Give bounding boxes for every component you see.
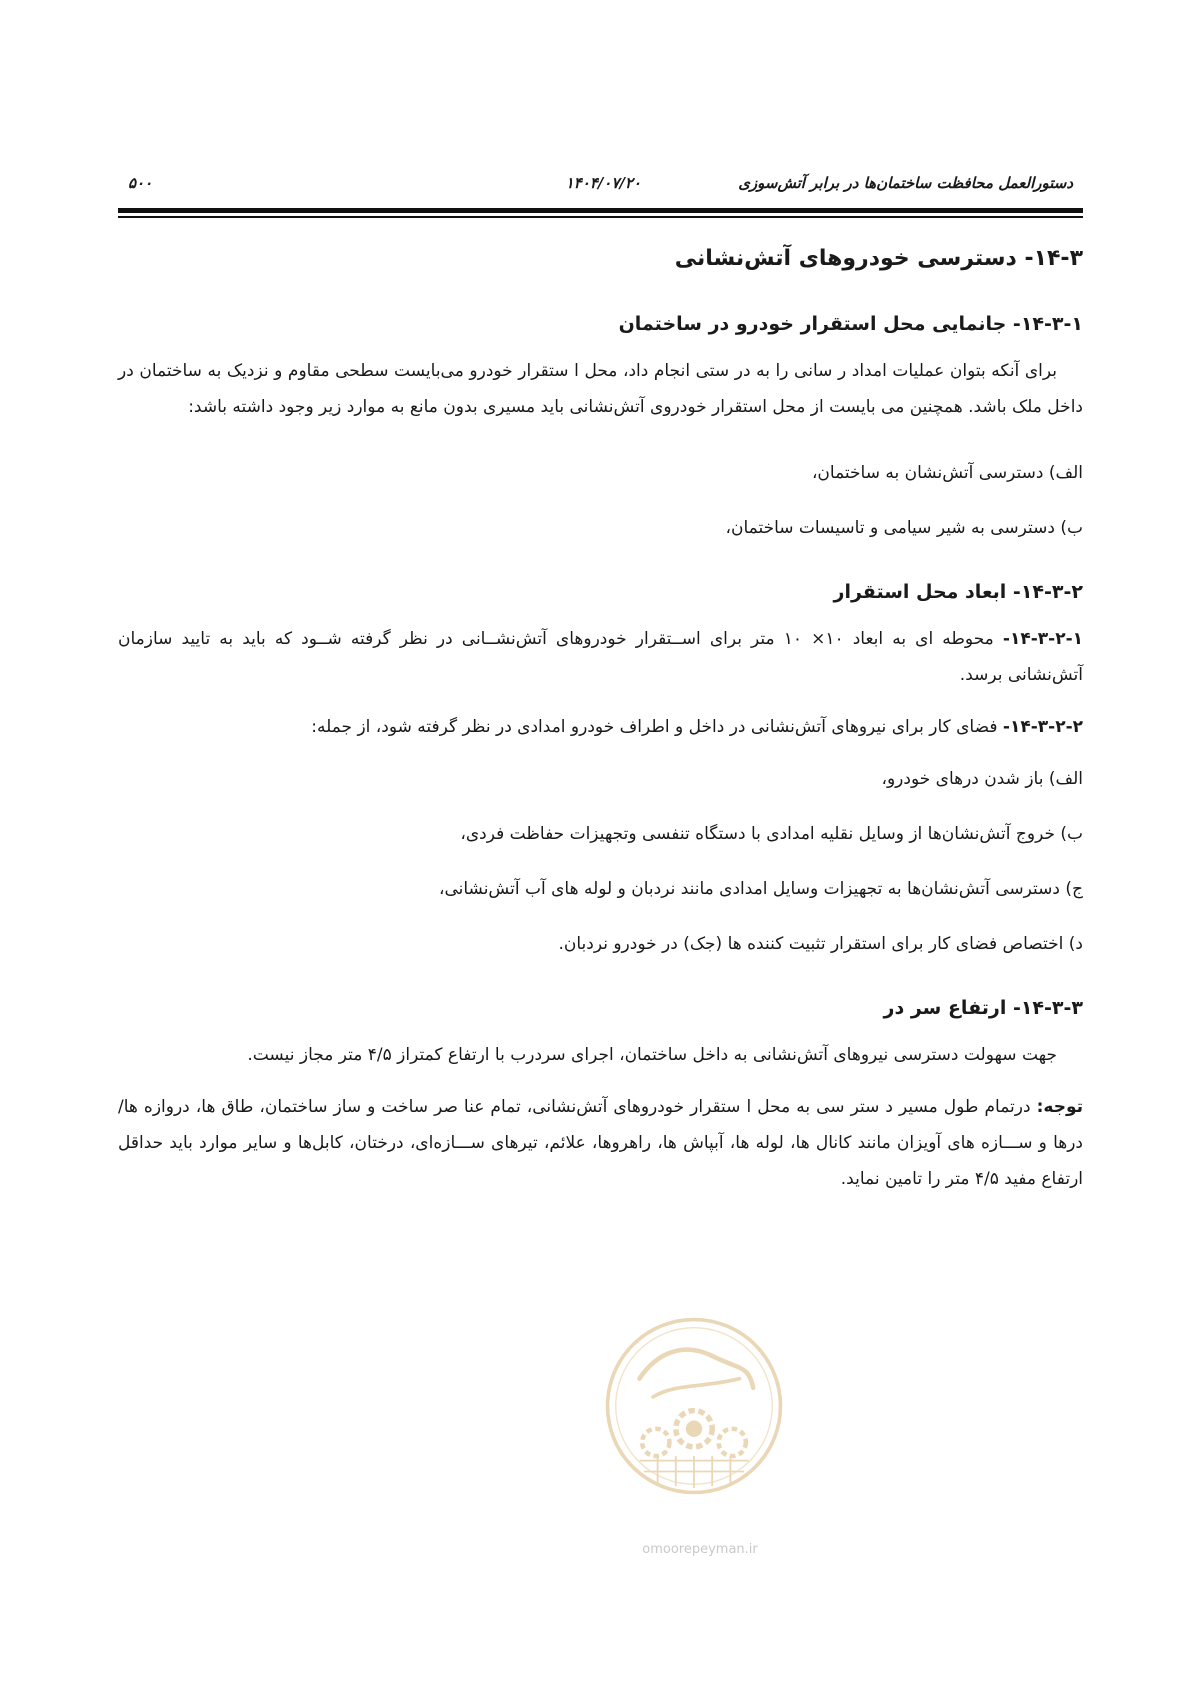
page-number: ۵۰۰ xyxy=(128,174,153,192)
clause-number: ۱۴-۳-۲-۱- xyxy=(1002,629,1083,649)
section-heading: ۱۴-۳- دسترسی خودروهای آتش‌نشانی xyxy=(674,246,1083,271)
header-rule-thick xyxy=(118,208,1083,213)
list-item: د) اختصاص فضای کار برای استقرار تثبیت کننده ها (جک) در خودرو نردبان. xyxy=(558,934,1083,954)
clause-text: محوطه ای به ابعاد ۱۰× ۱۰ متر برای اســتقرار خودروهای آتش‌نشــانی در نظر گرفته شــود که باید به تایید سازمان آتش‌نشانی برسد. xyxy=(118,629,1083,685)
running-header xyxy=(118,170,1083,200)
subsection-3-paragraph: جهت سهولت دسترسی نیروهای آتش‌نشانی به داخل ساختمان، اجرای سردرب با ارتفاع کمتراز ۴/۵ متر مجاز نیست. xyxy=(247,1045,1057,1065)
subsection-1-paragraph: برای آنکه بتوان عملیات امداد ر سانی را به در ستی انجام داد، محل ا ستقرار خودرو می‌بایست سطحی مقاوم و نزدیک به ساختمان در داخل ملک باشد. همچنین می بایست از محل استقرار خودروی آتش‌نشانی باید مسیری بدون مانع به موارد زیر وجود داشته باشد: xyxy=(118,361,1083,417)
list-item: الف) دسترسی آتش‌نشان به ساختمان، xyxy=(811,463,1083,483)
note-paragraph xyxy=(118,1089,1083,1197)
header-date: ۱۴۰۴/۰۷/۲۰ xyxy=(565,174,641,192)
note-label: توجه: xyxy=(1036,1097,1083,1117)
clause-2-2 xyxy=(118,709,1083,745)
clause-2-1 xyxy=(118,621,1083,693)
document-page xyxy=(118,0,1083,1684)
watermark-logo-icon xyxy=(603,1315,785,1497)
list-item: ب) دسترسی به شیر سیامی و تاسیسات ساختمان، xyxy=(725,518,1083,538)
subsection-1-heading: ۱۴-۳-۱- جانمایی محل استقرار خودرو در ساختمان xyxy=(618,313,1083,335)
watermark-site: omoorepeyman.ir xyxy=(642,1542,758,1557)
page-content xyxy=(118,246,1083,1197)
note-text: درتمام طول مسیر د ستر سی به محل ا ستقرار خودروهای آتش‌نشانی، تمام عنا صر ساخت و ساز ساختمان، طاق ها، دروازه ها/ درها و ســـازه های آویزان مانند کانال ها، لوله ها، آبپاش ها، راهروها، علائم، تیرهای ســـازه‌ای، درختان، کابل‌ها و سایر موارد باید حداقل ارتفاع مفید ۴/۵ متر را تامین نماید. xyxy=(118,1097,1083,1189)
list-item: ب) خروج آتش‌نشان‌ها از وسایل نقلیه امدادی با دستگاه تنفسی وتجهیزات حفاظت فردی، xyxy=(460,824,1083,844)
list-item: ج) دسترسی آتش‌نشان‌ها به تجهیزات وسایل امدادی مانند نردبان و لوله های آب آتش‌نشانی، xyxy=(438,879,1083,899)
clause-number: ۱۴-۳-۲-۲- xyxy=(1002,717,1083,737)
subsection-2-heading: ۱۴-۳-۲- ابعاد محل استقرار xyxy=(833,581,1083,603)
clause-text: فضای کار برای نیروهای آتش‌نشانی در داخل و اطراف خودرو امدادی در نظر گرفته شود، از جمله: xyxy=(311,717,1003,737)
header-title: دستورالعمل محافظت ساختمان‌ها در برابر آتش‌سوزی xyxy=(738,174,1073,192)
list-item: الف) باز شدن درهای خودرو، xyxy=(881,769,1083,789)
subsection-3-heading: ۱۴-۳-۳- ارتفاع سر در xyxy=(883,997,1083,1019)
header-rule-thin xyxy=(118,216,1083,218)
